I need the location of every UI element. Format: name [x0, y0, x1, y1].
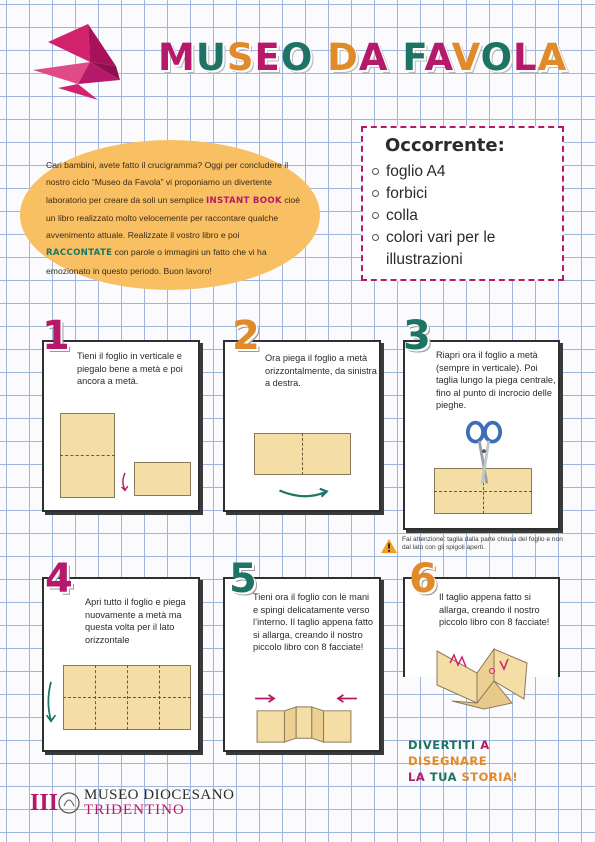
step-4-fold-line-v1 [95, 665, 96, 730]
step-2-text: Ora piega il foglio a metà orizzontalmente, da sinistra a destra. [265, 353, 377, 389]
step-1-folded-sheet-illustration [134, 462, 191, 496]
step-5-book-illustration [255, 703, 353, 747]
closing-message: DIVERTITI A DISEGNARE LA TUA STORIA! [408, 738, 519, 784]
step-5-text: Tieni ora il foglio con le mani e spingi delicatamente verso l’interno. Il taglio appena fatto si allarga, creando il nostro piccolo libro con 8 facciate! [253, 592, 374, 653]
materials-item: colori vari per le illustrazioni [372, 227, 557, 271]
step-6-number: 6 [409, 556, 437, 602]
title-letter: F [402, 36, 425, 79]
title-letter: L [513, 36, 538, 79]
step-4-fold-line-v2 [127, 665, 128, 730]
title-letter [389, 36, 403, 79]
warning-text: Fai attenzione: taglia dalla parte chiusa del foglio e non dal lato con gli spigoli aperti. [402, 536, 563, 552]
step-5-number: 5 [229, 556, 257, 602]
materials-list [372, 161, 557, 271]
step-3-number: 3 [403, 313, 431, 359]
title-letter: V [451, 36, 481, 79]
title-letter: M [158, 36, 196, 79]
step-4-fold-line-v3 [159, 665, 160, 730]
step-2-number: 2 [232, 313, 260, 359]
step-1-fold-line [60, 455, 115, 456]
raccontate-highlight: RACCONTATE [46, 248, 113, 259]
title-letter: O [480, 36, 514, 79]
step-3-text: Riapri ora il foglio a metà (sempre in verticale). Poi taglia lungo la piega centrale, fino al punto di incrocio delle pieghe. [436, 350, 556, 411]
intro-text: Cari bambini, avete fatto il crucigramma? Oggi per concludere il nostro ciclo “Museo da Favola” vi proponiamo un divertente laboratorio per creare da soli un semplice INSTANT BOOK cioè un libro realizzato molto velocemente per raccontare qualche avvenimento attuale. Realizzate il vostro libro e poi RACCONTATE con parole o immagini un fatto che vi ha emozionato in questo periodo. Buon lavoro! [46, 160, 301, 276]
step-5-arrow-left-icon [336, 694, 358, 703]
title-letter: U [195, 36, 227, 79]
step-4-text: Apri tutto il foglio e piega nuovamente a metà ma questa volta per il lato orizzontale [85, 597, 186, 645]
materials-item: forbici [372, 183, 557, 205]
warning-icon [380, 538, 398, 554]
step-6-book-illustration [432, 640, 532, 712]
materials-title: Occorrente: [385, 135, 505, 156]
instant-book-highlight: INSTANT BOOK [206, 195, 282, 206]
step-1-text: Tieni il foglio in verticale e piegalo bene a metà e poi ancora a metà. [77, 351, 183, 387]
step-2-arrow-icon [275, 487, 333, 501]
title-letter: O [280, 36, 314, 79]
title-letter: D [327, 36, 359, 79]
svg-text:III: III [30, 790, 59, 816]
step-6-text: Il taglio appena fatto si allarga, creando il nostro piccolo libro con 8 facciate! [439, 592, 550, 628]
page-title [158, 36, 578, 79]
title-letter: A [358, 36, 389, 79]
step-1-arrow-icon [118, 468, 132, 496]
step-1-number: 1 [42, 313, 70, 359]
step-4-number: 4 [45, 556, 73, 602]
museum-logo-icon [30, 788, 80, 818]
materials-item: foglio A4 [372, 161, 557, 183]
materials-item: colla [372, 205, 557, 227]
title-letter: S [226, 36, 255, 79]
title-letter: E [254, 36, 281, 79]
title-letter: A [424, 36, 452, 79]
title-letter [313, 36, 327, 79]
museum-name: MUSEO DIOCESANO TRIDENTINO [84, 787, 235, 818]
step-4-arrow-icon [44, 678, 58, 726]
step-5-arrow-right-icon [254, 694, 276, 703]
title-letter: A [537, 36, 568, 79]
scissors-icon [465, 420, 503, 488]
step-2-fold-line [302, 433, 303, 475]
paper-bird-logo [28, 22, 138, 102]
